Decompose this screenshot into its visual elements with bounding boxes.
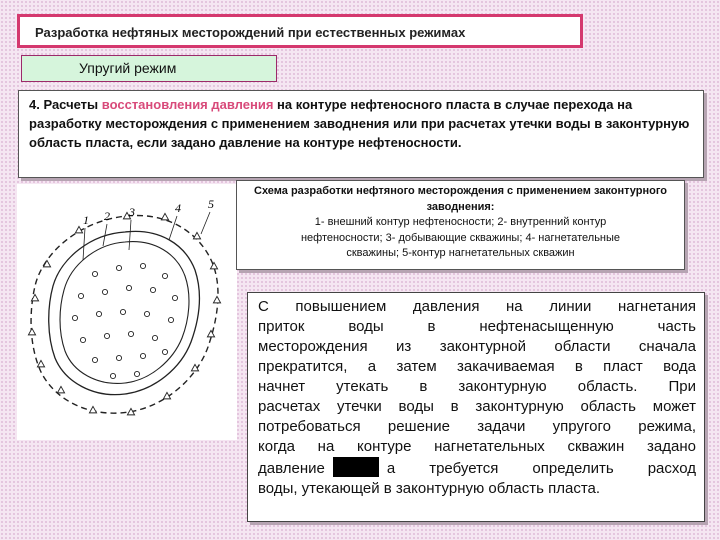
label-2: 2 <box>104 209 110 223</box>
production-well-18 <box>152 335 157 340</box>
label-5: 5 <box>208 197 214 211</box>
explanation-text <box>247 292 705 522</box>
injection-well-13 <box>28 328 35 334</box>
body-line-5: начнет утекать в законтурную область. При <box>258 378 696 395</box>
production-well-23 <box>110 373 115 378</box>
scheme-legend-line-3: скважины; 5-контур нагнетательных скважин <box>346 247 575 259</box>
production-well-24 <box>134 371 139 376</box>
body-line-9-end: а требуется определить расход <box>386 460 696 477</box>
production-well-7 <box>126 285 131 290</box>
field-scheme-diagram <box>17 184 237 440</box>
slide-title <box>17 14 583 48</box>
production-well-10 <box>72 315 77 320</box>
body-line-6: расчетах утечки воды в законтурную область может <box>258 398 696 415</box>
body-line-4: прекратится, а затем закачиваемая в пласт вода <box>258 358 696 375</box>
task-accent-text: восстановления давления <box>101 97 274 112</box>
production-well-8 <box>150 287 155 292</box>
slide-title-text: Разработка нефтяных месторождений при естественных режимах <box>35 25 466 40</box>
injection-well-10 <box>89 406 96 412</box>
production-well-12 <box>120 309 125 314</box>
task-text-end: на контуре нефтеносного пласта в случае перехода на разработку месторождения с применением заводнения или при расчетах утечки воды в законтурную область пласта, если задано давление на контуре нефтеносности. <box>29 97 690 150</box>
production-well-2 <box>116 265 121 270</box>
production-well-4 <box>162 273 167 278</box>
label-1: 1 <box>83 213 89 227</box>
scheme-caption: Схема разработки нефтяного месторождения с применением законтурного заводнения: <box>254 185 667 213</box>
task-statement <box>18 90 704 178</box>
task-text-start: 4. Расчеты <box>29 97 102 112</box>
scheme-caption-box <box>236 180 685 270</box>
production-well-16 <box>104 333 109 338</box>
body-line-1: С повышением давления на линии нагнетания <box>258 298 696 315</box>
label-5-leader <box>201 212 210 234</box>
production-well-13 <box>144 311 149 316</box>
slide-subtitle-text: Упругий режим <box>79 60 177 76</box>
injection-well-4 <box>210 262 217 268</box>
production-well-21 <box>140 353 145 358</box>
injection-well-11 <box>57 386 64 392</box>
body-line-10: воды, утекающей в законтурную область пласта. <box>258 480 601 497</box>
injection-well-3 <box>193 232 200 238</box>
label-1-leader <box>83 228 85 260</box>
body-line-2: приток воды в нефтенасыщенную часть <box>258 318 696 335</box>
production-well-3 <box>140 263 145 268</box>
production-well-5 <box>78 293 83 298</box>
label-3-leader <box>129 220 131 250</box>
injection-well-5 <box>213 296 220 302</box>
production-well-1 <box>92 271 97 276</box>
production-well-14 <box>168 317 173 322</box>
label-4-leader <box>169 216 177 240</box>
body-line-3: месторождения из законтурной области сначала <box>258 338 696 355</box>
body-line-9 <box>258 457 696 479</box>
injection-well-6 <box>207 330 214 336</box>
production-well-17 <box>128 331 133 336</box>
label-3: 3 <box>129 205 135 219</box>
field-scheme-svg <box>17 184 237 440</box>
production-well-11 <box>96 311 101 316</box>
body-line-7: потребоваться решение задачи упругого режима, <box>258 418 696 435</box>
production-well-19 <box>92 357 97 362</box>
injection-well-12 <box>37 360 44 366</box>
label-4: 4 <box>175 201 181 215</box>
diagram-labels <box>83 197 214 260</box>
body-line-8: когда на контуре нагнетательных скважин задано <box>258 438 696 455</box>
production-well-9 <box>172 295 177 300</box>
wells-layer <box>28 212 220 414</box>
scheme-legend-line-1: 1- внешний контур нефтеносности; 2- внутренний контур <box>314 216 607 228</box>
slide-subtitle <box>21 55 277 82</box>
injection-well-14 <box>31 294 38 300</box>
body-line-9-start: давление <box>258 460 325 477</box>
production-well-22 <box>162 349 167 354</box>
production-well-6 <box>102 289 107 294</box>
redacted-formula <box>333 457 379 477</box>
scheme-legend-line-2: нефтеносности; 3- добывающие скважины; 4- нагнетательные <box>300 231 621 244</box>
injection-well-2 <box>161 213 168 219</box>
production-well-20 <box>116 355 121 360</box>
production-well-15 <box>80 337 85 342</box>
